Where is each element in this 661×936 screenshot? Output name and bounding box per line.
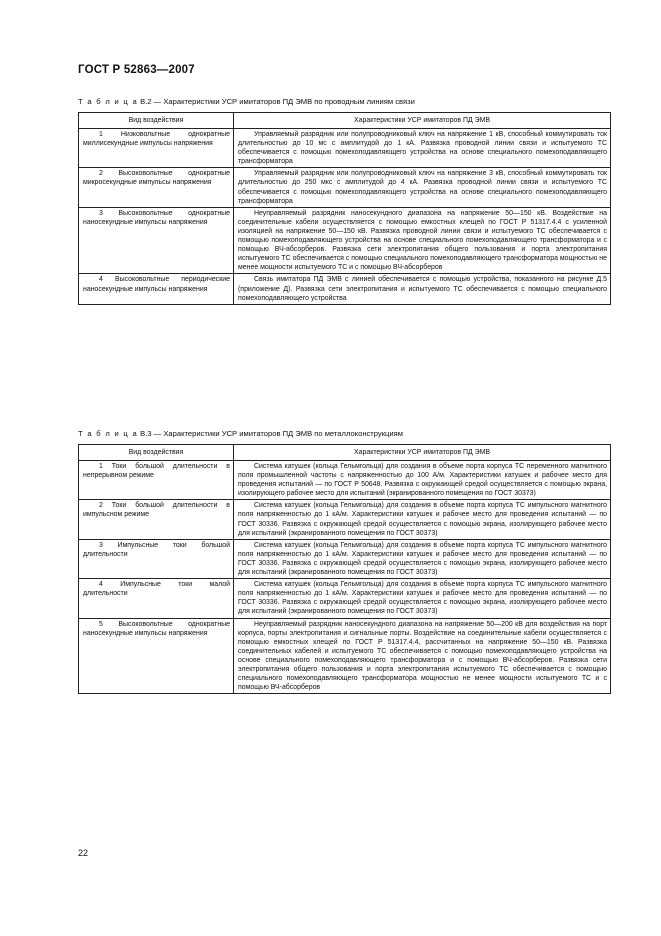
table-b2-header-characteristics: Характеристики УСР имитаторов ПД ЭМВ — [234, 113, 611, 129]
impact-type-cell — [79, 207, 234, 274]
table-b3-header-type: Вид воздействия — [79, 445, 234, 461]
table-b2 — [78, 112, 611, 305]
table-row — [79, 207, 611, 274]
impact-type-cell — [79, 129, 234, 168]
characteristics-text: Система катушек (кольца Гельмгольца) для создания в объеме порта корпуса ТС импульсного магнитного поля напряженностью до 1 кА/м. Характеристики катушек и рабочее место для проведения испытаний — по ГОСТ 30336. Развязка с окружающей средой осуществляется с помощью экрана, изолирующего рабочее место для испытаний (экранированного помещения по ГОСТ 30373) — [238, 541, 607, 577]
table-row — [79, 461, 611, 500]
characteristics-text: Связь имитатора ПД ЭМВ с линией обеспечивается с помощью устройства, показанного на рисунке Д.5 (приложение Д). Развязка сети электропитания и испытуемого ТС обеспечивается с помощью специального помехоподавляющего устройства — [238, 276, 607, 302]
impact-type-cell — [79, 539, 234, 578]
characteristics-cell — [234, 500, 611, 539]
table-row — [79, 274, 611, 304]
impact-type-cell — [79, 579, 234, 618]
characteristics-cell — [234, 618, 611, 694]
table-b2-header-type: Вид воздействия — [79, 113, 234, 129]
impact-type-text: 1 Токи большой длительности в непрерывном режиме — [83, 463, 230, 480]
table-b3-caption — [78, 429, 403, 439]
impact-type-cell — [79, 618, 234, 694]
characteristics-cell — [234, 274, 611, 304]
table-row — [79, 168, 611, 207]
impact-type-text: 3 Импульсные токи большой длительности — [83, 541, 230, 558]
table-b3-caption-text: В.3 — Характеристики УСР имитаторов ПД ЭМВ по металлоконструкциям — [138, 429, 403, 438]
table-b3-header-characteristics: Характеристики УСР имитаторов ПД ЭМВ — [234, 445, 611, 461]
table-b3 — [78, 444, 611, 694]
characteristics-cell — [234, 461, 611, 500]
document-header: ГОСТ Р 52863—2007 — [78, 64, 195, 76]
impact-type-text: 1 Низковольтные однократные миллисекундные импульсы напряжения — [83, 131, 230, 148]
table-row — [79, 500, 611, 539]
impact-type-text: 5 Высоковольтные однократные наносекундные импульсы напряжения — [83, 620, 230, 637]
table-b3-caption-prefix: Т а б л и ц а — [78, 429, 139, 438]
characteristics-text: Управляемый разрядник или полупроводниковый ключ на напряжение 3 кВ, способный коммутировать ток длительностью до 250 мкс с амплитудой до 4 кА. Развязка проводной линии связи и испытуемого ТС обеспечивается с помощью помехоподавляющего устройства на основе специального помехоподавляющего трансформатора — [238, 170, 607, 205]
impact-type-text: 2 Токи большой длительности в импульсном режиме — [83, 502, 230, 519]
characteristics-text: Неуправляемый разрядник наносекундного диапазона на напряжение 50—200 кВ для воздействия на порт корпуса, порты электропитания и сигнальные порты. Воздействие на соединительные кабели осуществляется с помощью емкостных клещей по ГОСТ Р 51317.4.4, рассчитанных на напряжение 50—150 кВ. Развязка соединительных кабелей и испытуемого ТС обеспечивается с помощью помехоподавляющего устройства на основе специального помехоподавляющего трансформатора и с помощью ВЧ-абсорберов. Развязка сети электропитания общего пользования и порта электропитания испытуемого ТС обеспечивается с помощью специального помехоподавляющего трансформатора мощностью не менее мощности испытуемого ТС и с помощью ВЧ-абсорберов — [238, 620, 607, 692]
impact-type-cell — [79, 500, 234, 539]
characteristics-cell — [234, 168, 611, 207]
impact-type-cell — [79, 168, 234, 207]
characteristics-cell — [234, 579, 611, 618]
table-b2-caption-prefix: Т а б л и ц а — [78, 97, 139, 106]
characteristics-text: Система катушек (кольца Гельмгольца) для создания в объеме порта корпуса ТС переменного магнитного поля промышленной частоты с напряженностью до 100 А/м. Характеристики катушек и рабочее место для проведения испытаний — по ГОСТ Р 50648. Развязка с окружающей средой осуществляется с помощью экрана, изолирующего рабочее место для испытаний (экранированного помещения по ГОСТ 30373) — [238, 463, 607, 498]
characteristics-cell — [234, 539, 611, 578]
impact-type-cell — [79, 461, 234, 500]
table-row — [79, 579, 611, 618]
characteristics-text: Неуправляемый разрядник наносекундного диапазона на напряжение 50—150 кВ. Воздействие на соединительные кабели осуществляется с помощью емкостных клещей по ГОСТ Р 51317.4.4 с усиленной изоляцией на напряжение 50—150 кВ. Развязка проводной линии связи и испытуемого ТС обеспечивается с помощью помехоподавляющего устройства на основе специального помехоподавляющего трансформатора и с помощью ВЧ-абсорберов. Развязка сети электропитания общего пользования и порта электропитания испытуемого ТС обеспечивается с помощью специального помехоподавляющего трансформатора мощностью не менее мощности испытуемого ТС и с помощью ВЧ-абсорберов — [238, 209, 607, 272]
characteristics-cell — [234, 207, 611, 274]
impact-type-cell — [79, 274, 234, 304]
characteristics-cell — [234, 129, 611, 168]
characteristics-text: Управляемый разрядник или полупроводниковый ключ на напряжение 1 кВ, способный коммутировать ток длительностью до 10 мс с амплитудой до 1 кА. Развязка проводной линии связи и испытуемого ТС обеспечивается с помощью помехоподавляющего устройства на основе специального помехоподавляющего трансформатора — [238, 131, 607, 166]
characteristics-text: Система катушек (кольца Гельмгольца) для создания в объеме порта корпуса ТС импульсного магнитного поля напряженностью до 1 кА/м. Характеристики катушек и рабочее место для проведения испытаний — по ГОСТ 30336. Развязка с окружающей средой осуществляется с помощью экрана, изолирующего рабочее место для испытаний (экранированного помещения по ГОСТ 30373) — [238, 502, 607, 537]
page-number: 22 — [78, 848, 89, 858]
characteristics-text: Система катушек (кольца Гельмгольца) для создания в объеме порта корпуса ТС импульсного магнитного поля напряженностью до 1 кА/м. Характеристики катушек и рабочее место для проведения испытаний — по ГОСТ 30336. Развязка с окружающей средой осуществляется с помощью экрана, изолирующего рабочее место для испытаний (экранированного помещения по ГОСТ 30373) — [238, 581, 607, 616]
table-b2-caption — [78, 97, 415, 107]
impact-type-text: 4 Импульсные токи малой длительности — [83, 581, 230, 598]
table-row — [79, 129, 611, 168]
table-row — [79, 539, 611, 578]
impact-type-text: 2 Высоковольтные однократные микросекундные импульсы напряжения — [83, 170, 230, 187]
impact-type-text: 3 Высоковольтные однократные наносекундные импульсы напряжения — [83, 209, 230, 226]
table-b2-caption-text: В.2 — Характеристики УСР имитаторов ПД ЭМВ по проводным линиям связи — [138, 97, 415, 106]
table-row — [79, 618, 611, 694]
impact-type-text: 4 Высоковольтные периодические наносекундные импульсы напряжения — [83, 276, 230, 293]
